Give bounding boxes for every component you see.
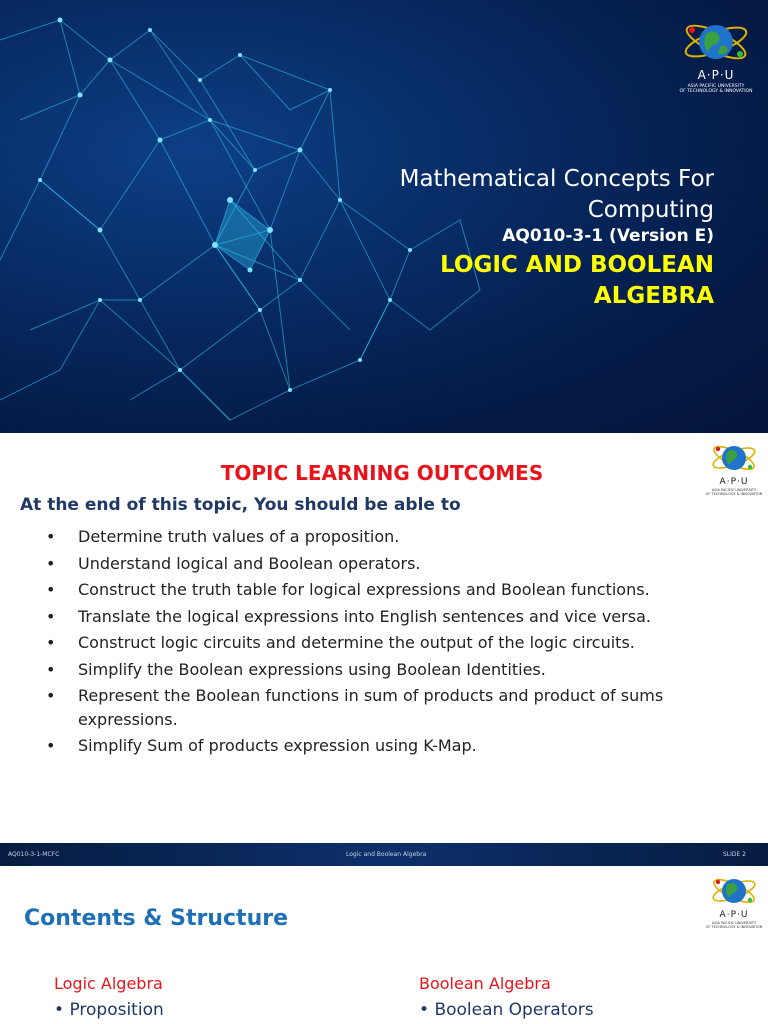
contents-slide [0,866,768,1024]
logic-algebra-heading: Logic Algebra [54,974,163,993]
footer-course-code: AQ010-3-1-MCFC [8,851,60,858]
outcomes-intro: At the end of this topic, You should be able to [20,495,461,515]
logo-subtitle: ASIA PACIFIC UNIVERSITY OF TECHNOLOGY & INNOVATION [679,84,753,94]
list-item: • Represent the Boolean functions in sum of products and product of sums expressions. [46,686,664,729]
list-item: • Simplify Sum of products expression using K-Map. [46,736,477,755]
title-slide [0,0,768,433]
list-item: • Simplify the Boolean expressions using Boolean Identities. [46,659,546,679]
slide-footer [0,843,768,866]
list-item: • Construct the truth table for logical expressions and Boolean functions. [46,580,650,599]
list-item: • Understand logical and Boolean operators. [46,553,421,573]
contents-title: Contents & Structure [24,906,288,931]
boolean-algebra-heading: Boolean Algebra [419,974,551,993]
apu-logo [704,870,764,930]
list-item: • Construct logic circuits and determine the output of the logic circuits. [46,633,635,652]
logo-subtitle: ASIA PACIFIC UNIVERSITY OF TECHNOLOGY & INNOVATION [705,488,763,496]
list-item: • Proposition [54,1000,164,1020]
outcomes-title: TOPIC LEARNING OUTCOMES [220,461,544,485]
outcomes-list [46,525,706,761]
globe-icon [670,14,762,68]
list-item: • Boolean Operators [419,1000,594,1020]
globe-icon [704,870,764,910]
list-item: • Translate the logical expressions into English sentences and vice versa. [46,606,651,626]
course-code: AQ010-3-1 (Version E) [502,226,714,246]
footer-topic: Logic and Boolean Algebra [346,851,427,858]
topic-title: LOGIC AND BOOLEAN ALGEBRA [440,252,714,309]
course-title: Mathematical Concepts For Computing [399,166,714,223]
logo-subtitle: ASIA PACIFIC UNIVERSITY OF TECHNOLOGY & INNOVATION [705,921,763,929]
footer-slide-number: SLIDE 2 [722,851,746,858]
list-item: • Determine truth values of a proposition. [46,527,400,546]
logo-wordmark: A·P·U [719,477,749,487]
learning-outcomes-slide [0,433,768,866]
logo-wordmark: A·P·U [697,68,735,82]
logo-wordmark: A·P·U [719,910,749,920]
apu-logo [670,14,762,102]
